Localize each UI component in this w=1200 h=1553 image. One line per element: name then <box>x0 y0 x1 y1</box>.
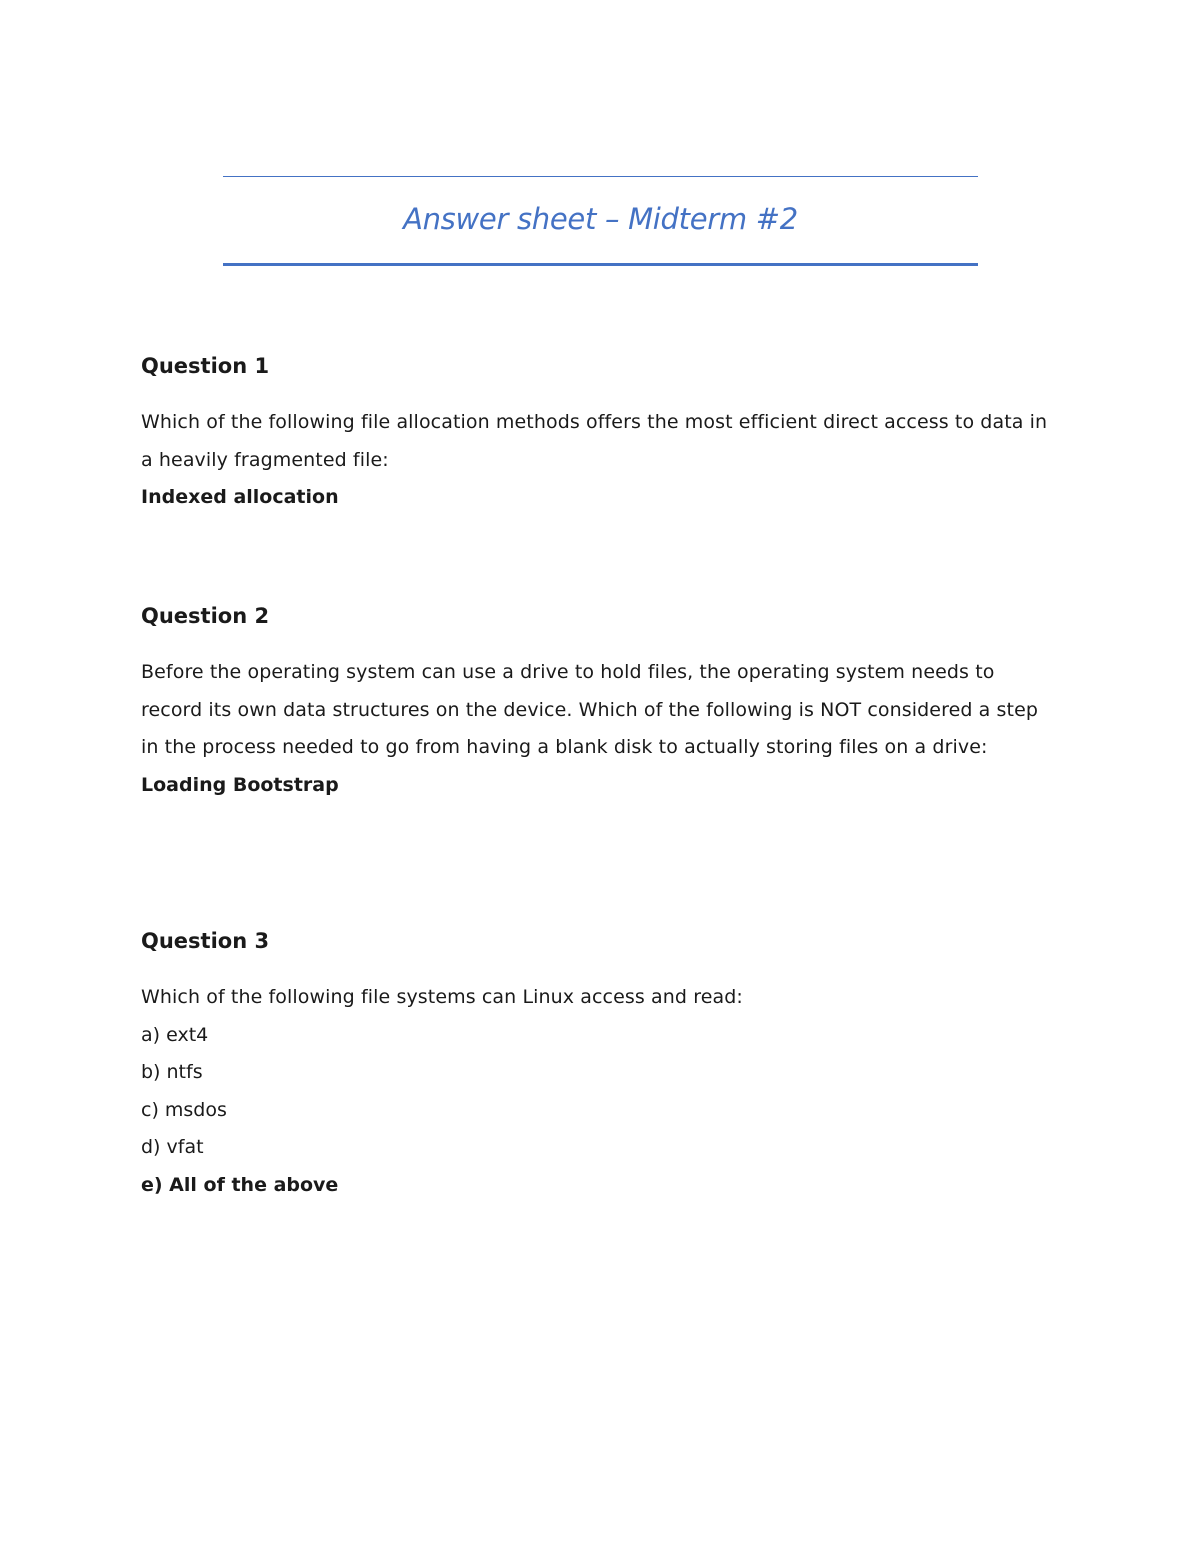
title-block <box>223 176 978 266</box>
document-title: Answer sheet – Midterm #2 <box>403 202 798 236</box>
question-text: Which of the following file systems can Linux access and read: <box>141 986 743 1008</box>
correct-answer-option: e) All of the above <box>141 1173 339 1196</box>
question-3 <box>141 923 1061 1204</box>
question-answer: Loading Bootstrap <box>141 773 339 796</box>
question-answer: Indexed allocation <box>141 486 339 508</box>
question-text: Which of the following file allocation methods offers the most efficient direct access to data in a heavily fragmented file: <box>141 411 1048 471</box>
answer-option: a) ext4 <box>141 1023 209 1046</box>
question-heading: Question 2 <box>141 604 270 628</box>
question-2 <box>141 598 1061 804</box>
answer-option: c) msdos <box>141 1098 227 1121</box>
question-1 <box>141 348 1061 517</box>
question-text: Before the operating system can use a drive to hold files, the operating system needs to record its own data structures on the device. Which of the following is NOT considered a step in the process needed to go from having a blank disk to actually storing files on a drive: <box>141 661 1039 758</box>
question-heading: Question 3 <box>141 929 270 953</box>
answer-option: d) vfat <box>141 1136 204 1158</box>
question-heading: Question 1 <box>141 354 270 378</box>
title-top-rule <box>223 176 978 177</box>
answer-option: b) ntfs <box>141 1061 203 1083</box>
title-bottom-rule <box>223 263 978 266</box>
